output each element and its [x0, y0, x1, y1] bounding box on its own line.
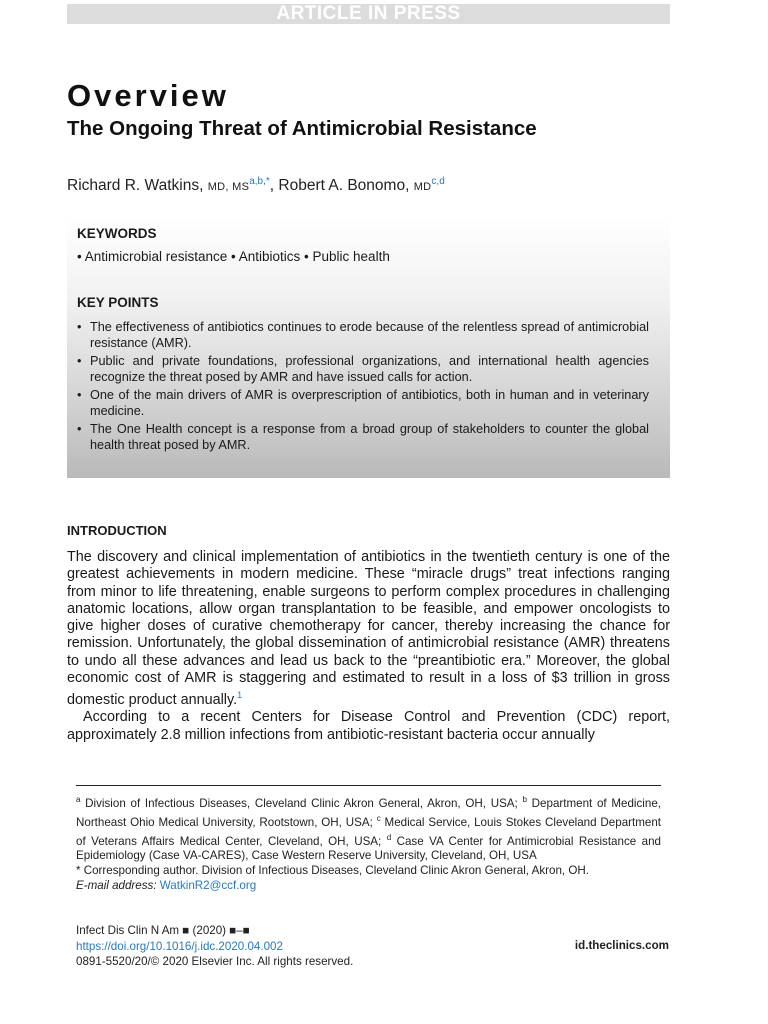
introduction-heading: INTRODUCTION	[67, 523, 167, 538]
author-degree: MD, MS	[207, 181, 250, 194]
journal-citation: Infect Dis Clin N Am ■ (2020) ■–■	[76, 924, 250, 937]
affiliations: $^a$ Division of Infectious Diseases, Cleveland Clinic Akron General, Akron, OH, USA; $^b$ Department of Medicine, Northeast Ohio Medical University, Rootstown, OH, USA; $^c$ Medical Service, Louis Stokes Cleveland Department of Veterans Affairs Medical Center, Cleveland, OH, USA; $^d$ Case VA Center for Antimicrobial Resistance and Epidemiology (Case VA-CARES), Case Western Reserve University, Cleveland, OH, USA	[76, 795, 661, 863]
doi-link[interactable]: https://doi.org/10.1016/j.idc.2020.04.002	[76, 939, 283, 953]
journal-info	[76, 923, 353, 970]
author-separator: ,	[269, 177, 275, 195]
article-title: The Ongoing Threat of Antimicrobial Resistance	[67, 117, 537, 140]
author-line	[67, 176, 445, 195]
section-label: Overview	[67, 78, 229, 113]
author-affiliation-link[interactable]: c,d	[431, 176, 445, 187]
email-link[interactable]: WatkinR2@ccf.org	[159, 879, 257, 893]
reference-link[interactable]: 1	[237, 690, 243, 701]
bullet-icon: •	[77, 388, 82, 402]
key-points-list	[77, 319, 649, 455]
author-name: Robert A. Bonomo,	[278, 177, 410, 195]
author-degree: MD	[413, 181, 432, 194]
footnote-divider	[76, 785, 661, 786]
email-line: E-mail address: WatkinR2@ccf.org	[76, 879, 257, 893]
key-point-item: • Public and private foundations, professional organizations, and international health agencies recognize the threat posed by AMR and have issued calls for action.	[77, 354, 649, 384]
key-point-item: • The effectiveness of antibiotics continues to erode because of the relentless spread of antimicrobial resistance (AMR).	[77, 320, 649, 350]
body-paragraph: According to a recent Centers for Disease Control and Prevention (CDC) report, approximately 2.8 million infections from antibiotic-resistant bacteria occur annually	[67, 709, 670, 743]
bullet-icon: •	[77, 320, 82, 334]
key-points-heading: KEY POINTS	[77, 295, 159, 310]
introduction-body	[67, 549, 670, 744]
body-paragraph: The discovery and clinical implementation of antibiotics in the twentieth century is one of the greatest achievements in modern medicine. These “miracle drugs” treat infections ranging from minor to life threatening, enable surgeons to perform complex procedures in challenging anatomic locations, allow organ transplantation to be feasible, and empower oncologists to give higher doses of curative chemotherapy for cancer, thereby increasing the chance for remission. Unfortunately, the global dissemination of antimicrobial resistance (AMR) threatens to undo all these advances and lead us back to the “preantibiotic era.” Moreover, the global economic cost of AMR is staggering and estimated to result in a loss of $3 trillion in gross domestic product annually.$^1$	[67, 549, 670, 709]
journal-site[interactable]: id.theclinics.com	[574, 939, 669, 952]
key-point-item: • One of the main drivers of AMR is overprescription of antibiotics, both in human and in veterinary medicine.	[77, 388, 649, 418]
keywords-list: • Antimicrobial resistance • Antibiotics • Public health	[77, 249, 390, 264]
article-in-press-banner: ARTICLE IN PRESS	[67, 4, 670, 24]
keywords-heading: KEYWORDS	[77, 226, 157, 241]
bullet-icon: •	[77, 354, 82, 368]
copyright: 0891-5520/20/© 2020 Elsevier Inc. All rights reserved.	[76, 955, 354, 968]
footnotes	[76, 793, 661, 894]
author-affiliation-link[interactable]: a,b,*	[249, 176, 270, 187]
corresponding-author: * Corresponding author. Division of Infectious Diseases, Cleveland Clinic Akron General, Akron, OH.	[76, 864, 589, 878]
key-point-item: • The One Health concept is a response from a broad group of stakeholders to counter the global health threat posed by AMR.	[77, 422, 649, 452]
bullet-icon: •	[77, 422, 82, 436]
author-name: Richard R. Watkins,	[67, 177, 204, 195]
keywords-keypoints-box	[67, 218, 670, 478]
